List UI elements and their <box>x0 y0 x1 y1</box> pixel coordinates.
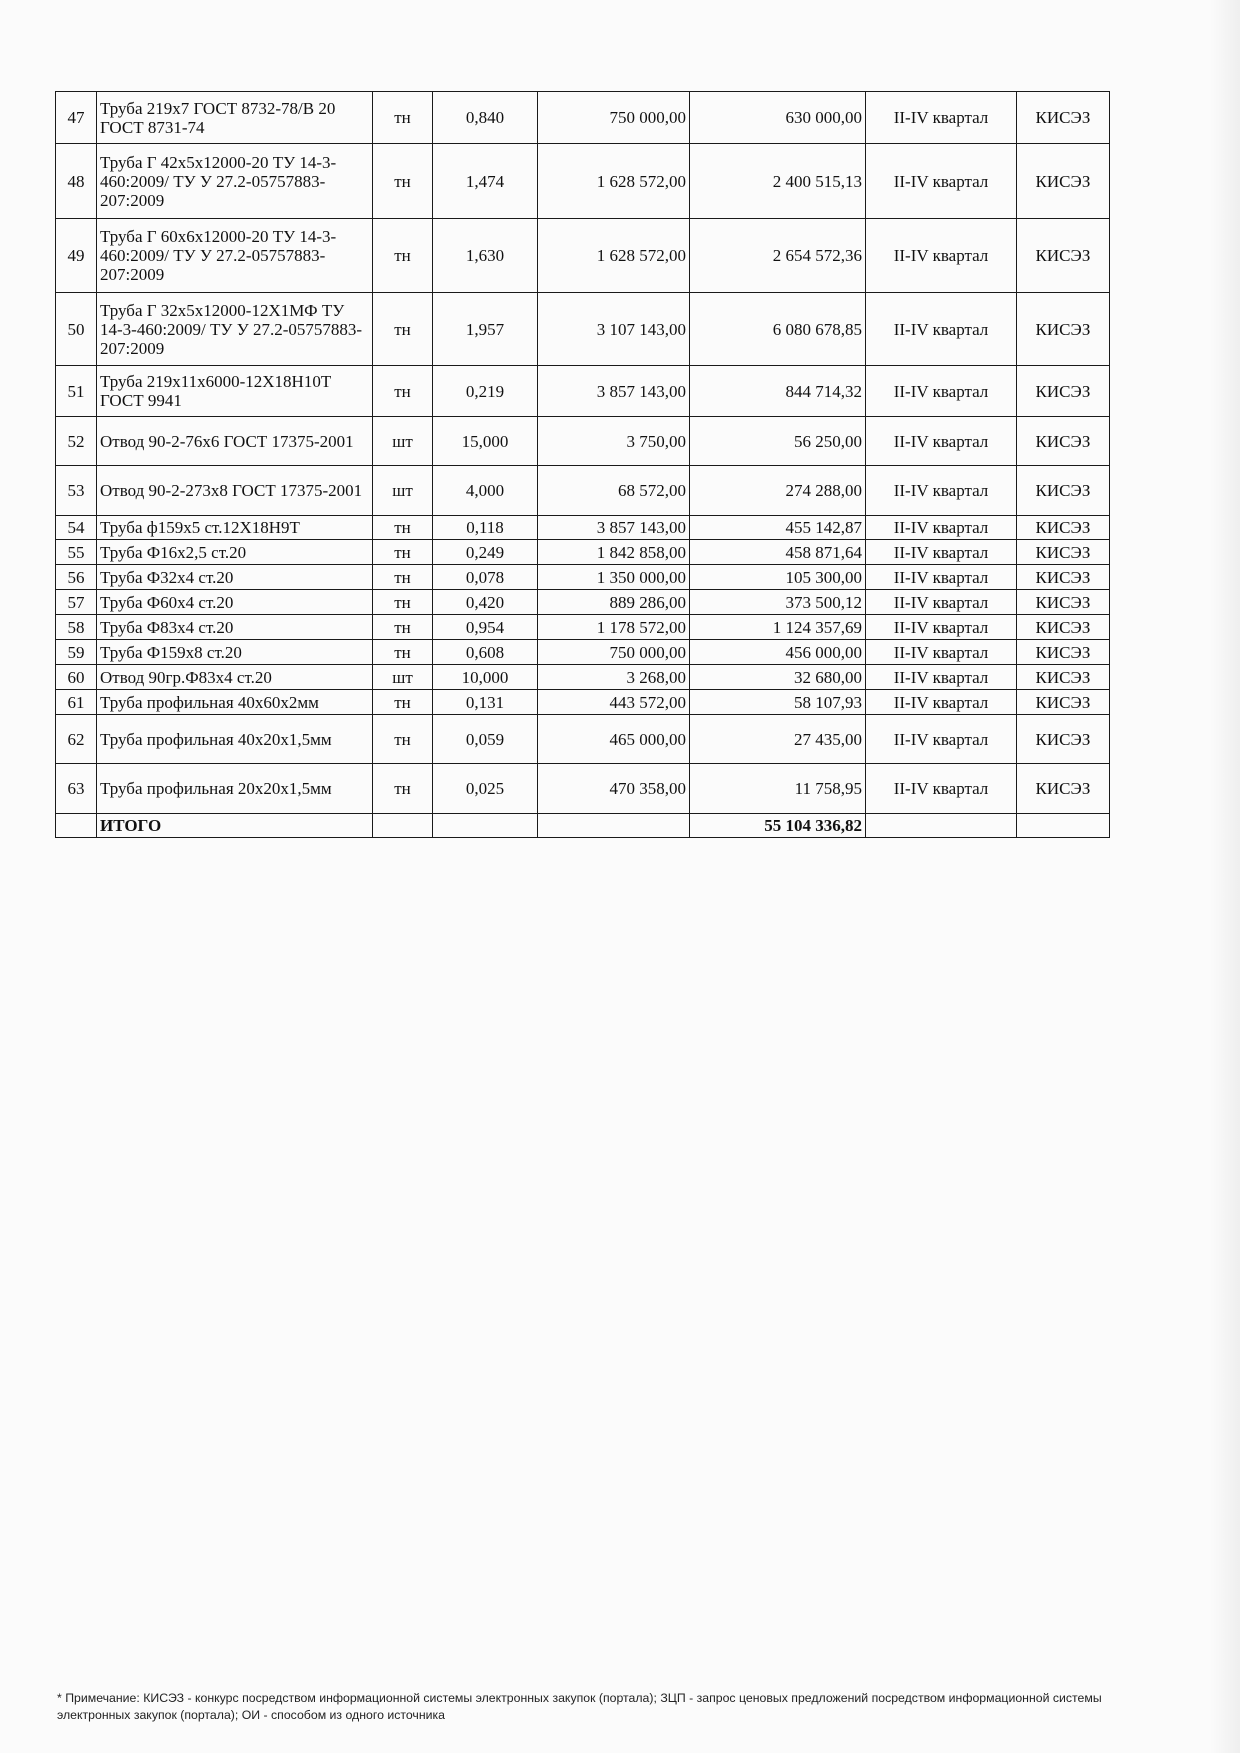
item-sum: 32 680,00 <box>690 665 866 690</box>
item-sum: 458 871,64 <box>690 540 866 565</box>
total-empty-cell <box>866 814 1017 838</box>
row-number: 62 <box>56 715 97 764</box>
item-price: 1 628 572,00 <box>538 144 690 219</box>
total-label: ИТОГО <box>97 814 373 838</box>
item-quantity: 1,957 <box>433 293 538 366</box>
item-sum: 630 000,00 <box>690 92 866 144</box>
item-method: КИСЭЗ <box>1017 366 1110 417</box>
item-sum: 11 758,95 <box>690 764 866 814</box>
item-method: КИСЭЗ <box>1017 764 1110 814</box>
row-number: 60 <box>56 665 97 690</box>
item-period: II-IV квартал <box>866 92 1017 144</box>
item-sum: 456 000,00 <box>690 640 866 665</box>
item-sum: 844 714,32 <box>690 366 866 417</box>
table-row <box>56 715 1110 764</box>
item-quantity: 0,131 <box>433 690 538 715</box>
item-unit: тн <box>373 144 433 219</box>
row-number: 58 <box>56 615 97 640</box>
row-number: 53 <box>56 466 97 516</box>
item-quantity: 4,000 <box>433 466 538 516</box>
item-name: Труба профильная 40х60х2мм <box>97 690 373 715</box>
table-body <box>56 92 1110 838</box>
item-period: II-IV квартал <box>866 466 1017 516</box>
item-method: КИСЭЗ <box>1017 92 1110 144</box>
row-number: 61 <box>56 690 97 715</box>
item-unit: тн <box>373 516 433 540</box>
item-unit: тн <box>373 293 433 366</box>
item-quantity: 0,249 <box>433 540 538 565</box>
item-period: II-IV квартал <box>866 565 1017 590</box>
procurement-table <box>55 91 1110 838</box>
table-row <box>56 417 1110 466</box>
item-unit: тн <box>373 615 433 640</box>
item-unit: тн <box>373 540 433 565</box>
item-period: II-IV квартал <box>866 690 1017 715</box>
item-price: 1 178 572,00 <box>538 615 690 640</box>
table-row <box>56 540 1110 565</box>
item-period: II-IV квартал <box>866 590 1017 615</box>
row-number: 54 <box>56 516 97 540</box>
item-quantity: 0,954 <box>433 615 538 640</box>
item-method: КИСЭЗ <box>1017 417 1110 466</box>
row-number: 57 <box>56 590 97 615</box>
item-period: II-IV квартал <box>866 219 1017 293</box>
item-price: 3 857 143,00 <box>538 366 690 417</box>
table-row <box>56 92 1110 144</box>
table-row <box>56 665 1110 690</box>
row-number: 47 <box>56 92 97 144</box>
total-empty-cell <box>538 814 690 838</box>
table-row <box>56 764 1110 814</box>
item-name: Труба профильная 40х20х1,5мм <box>97 715 373 764</box>
row-number: 55 <box>56 540 97 565</box>
item-method: КИСЭЗ <box>1017 219 1110 293</box>
item-price: 750 000,00 <box>538 640 690 665</box>
item-quantity: 0,025 <box>433 764 538 814</box>
item-name: Труба 219х11х6000-12Х18Н10Т ГОСТ 9941 <box>97 366 373 417</box>
row-number: 51 <box>56 366 97 417</box>
item-sum: 2 654 572,36 <box>690 219 866 293</box>
item-method: КИСЭЗ <box>1017 690 1110 715</box>
item-name: Труба Ф16х2,5 ст.20 <box>97 540 373 565</box>
item-price: 3 857 143,00 <box>538 516 690 540</box>
item-name: Труба профильная 20х20х1,5мм <box>97 764 373 814</box>
item-name: Труба 219х7 ГОСТ 8732-78/В 20 ГОСТ 8731-74 <box>97 92 373 144</box>
item-unit: тн <box>373 764 433 814</box>
table-row <box>56 565 1110 590</box>
row-number: 52 <box>56 417 97 466</box>
item-name: Труба Г 32х5х12000-12Х1МФ ТУ 14-3-460:2009/ ТУ У 27.2-05757883-207:2009 <box>97 293 373 366</box>
item-price: 443 572,00 <box>538 690 690 715</box>
item-method: КИСЭЗ <box>1017 665 1110 690</box>
table-row <box>56 615 1110 640</box>
item-name: Отвод 90-2-273х8 ГОСТ 17375-2001 <box>97 466 373 516</box>
item-quantity: 0,608 <box>433 640 538 665</box>
item-price: 750 000,00 <box>538 92 690 144</box>
item-period: II-IV квартал <box>866 366 1017 417</box>
row-number: 48 <box>56 144 97 219</box>
item-price: 3 268,00 <box>538 665 690 690</box>
row-number: 59 <box>56 640 97 665</box>
table-row <box>56 293 1110 366</box>
item-quantity: 10,000 <box>433 665 538 690</box>
table-row <box>56 144 1110 219</box>
item-unit: тн <box>373 715 433 764</box>
item-quantity: 0,219 <box>433 366 538 417</box>
item-price: 1 628 572,00 <box>538 219 690 293</box>
item-period: II-IV квартал <box>866 516 1017 540</box>
item-name: Труба Ф60х4 ст.20 <box>97 590 373 615</box>
item-sum: 1 124 357,69 <box>690 615 866 640</box>
page-edge-shadow <box>1210 0 1240 1753</box>
table-row <box>56 366 1110 417</box>
item-unit: шт <box>373 665 433 690</box>
total-row <box>56 814 1110 838</box>
item-method: КИСЭЗ <box>1017 715 1110 764</box>
item-unit: шт <box>373 466 433 516</box>
item-quantity: 1,474 <box>433 144 538 219</box>
item-sum: 58 107,93 <box>690 690 866 715</box>
item-unit: тн <box>373 565 433 590</box>
item-unit: тн <box>373 366 433 417</box>
item-method: КИСЭЗ <box>1017 466 1110 516</box>
item-unit: тн <box>373 219 433 293</box>
footnote: * Примечание: КИСЭЗ - конкурс посредством информационной системы электронных закупок (портала); ЗЦП - запрос ценовых предложений посредством информационной системы электронных закупок (портала); ОИ - способом из одного источника <box>57 1691 1102 1722</box>
item-period: II-IV квартал <box>866 764 1017 814</box>
item-sum: 373 500,12 <box>690 590 866 615</box>
item-price: 68 572,00 <box>538 466 690 516</box>
row-number: 63 <box>56 764 97 814</box>
item-method: КИСЭЗ <box>1017 540 1110 565</box>
total-empty-cell <box>1017 814 1110 838</box>
item-period: II-IV квартал <box>866 640 1017 665</box>
table-row <box>56 590 1110 615</box>
item-period: II-IV квартал <box>866 293 1017 366</box>
item-quantity: 0,420 <box>433 590 538 615</box>
item-period: II-IV квартал <box>866 540 1017 565</box>
item-unit: тн <box>373 92 433 144</box>
item-sum: 27 435,00 <box>690 715 866 764</box>
item-method: КИСЭЗ <box>1017 640 1110 665</box>
item-method: КИСЭЗ <box>1017 293 1110 366</box>
item-name: Труба Ф83х4 ст.20 <box>97 615 373 640</box>
item-quantity: 0,059 <box>433 715 538 764</box>
row-number: 56 <box>56 565 97 590</box>
item-period: II-IV квартал <box>866 417 1017 466</box>
item-method: КИСЭЗ <box>1017 144 1110 219</box>
item-period: II-IV квартал <box>866 715 1017 764</box>
total-sum: 55 104 336,82 <box>690 814 866 838</box>
total-empty-cell <box>56 814 97 838</box>
item-name: Отвод 90-2-76х6 ГОСТ 17375-2001 <box>97 417 373 466</box>
item-method: КИСЭЗ <box>1017 565 1110 590</box>
item-method: КИСЭЗ <box>1017 615 1110 640</box>
item-unit: шт <box>373 417 433 466</box>
item-sum: 274 288,00 <box>690 466 866 516</box>
item-price: 3 750,00 <box>538 417 690 466</box>
item-method: КИСЭЗ <box>1017 590 1110 615</box>
item-sum: 2 400 515,13 <box>690 144 866 219</box>
item-name: Труба ф159х5 ст.12Х18Н9Т <box>97 516 373 540</box>
item-sum: 56 250,00 <box>690 417 866 466</box>
item-name: Труба Г 60х6х12000-20 ТУ 14-3-460:2009/ ТУ У 27.2-05757883-207:2009 <box>97 219 373 293</box>
total-empty-cell <box>373 814 433 838</box>
item-quantity: 0,078 <box>433 565 538 590</box>
item-quantity: 1,630 <box>433 219 538 293</box>
item-period: II-IV квартал <box>866 615 1017 640</box>
item-unit: тн <box>373 690 433 715</box>
item-name: Отвод 90гр.Ф83х4 ст.20 <box>97 665 373 690</box>
table-row <box>56 690 1110 715</box>
item-quantity: 0,118 <box>433 516 538 540</box>
total-empty-cell <box>433 814 538 838</box>
table-row <box>56 640 1110 665</box>
item-quantity: 0,840 <box>433 92 538 144</box>
item-price: 1 842 858,00 <box>538 540 690 565</box>
item-price: 1 350 000,00 <box>538 565 690 590</box>
item-price: 465 000,00 <box>538 715 690 764</box>
item-unit: тн <box>373 590 433 615</box>
table-row <box>56 466 1110 516</box>
item-sum: 6 080 678,85 <box>690 293 866 366</box>
item-method: КИСЭЗ <box>1017 516 1110 540</box>
table-row <box>56 516 1110 540</box>
item-price: 3 107 143,00 <box>538 293 690 366</box>
item-price: 470 358,00 <box>538 764 690 814</box>
item-period: II-IV квартал <box>866 665 1017 690</box>
item-name: Труба Ф32х4 ст.20 <box>97 565 373 590</box>
item-unit: тн <box>373 640 433 665</box>
row-number: 49 <box>56 219 97 293</box>
table-row <box>56 219 1110 293</box>
item-quantity: 15,000 <box>433 417 538 466</box>
item-name: Труба Ф159х8 ст.20 <box>97 640 373 665</box>
item-price: 889 286,00 <box>538 590 690 615</box>
item-name: Труба Г 42х5х12000-20 ТУ 14-3-460:2009/ ТУ У 27.2-05757883-207:2009 <box>97 144 373 219</box>
item-sum: 105 300,00 <box>690 565 866 590</box>
item-sum: 455 142,87 <box>690 516 866 540</box>
row-number: 50 <box>56 293 97 366</box>
item-period: II-IV квартал <box>866 144 1017 219</box>
